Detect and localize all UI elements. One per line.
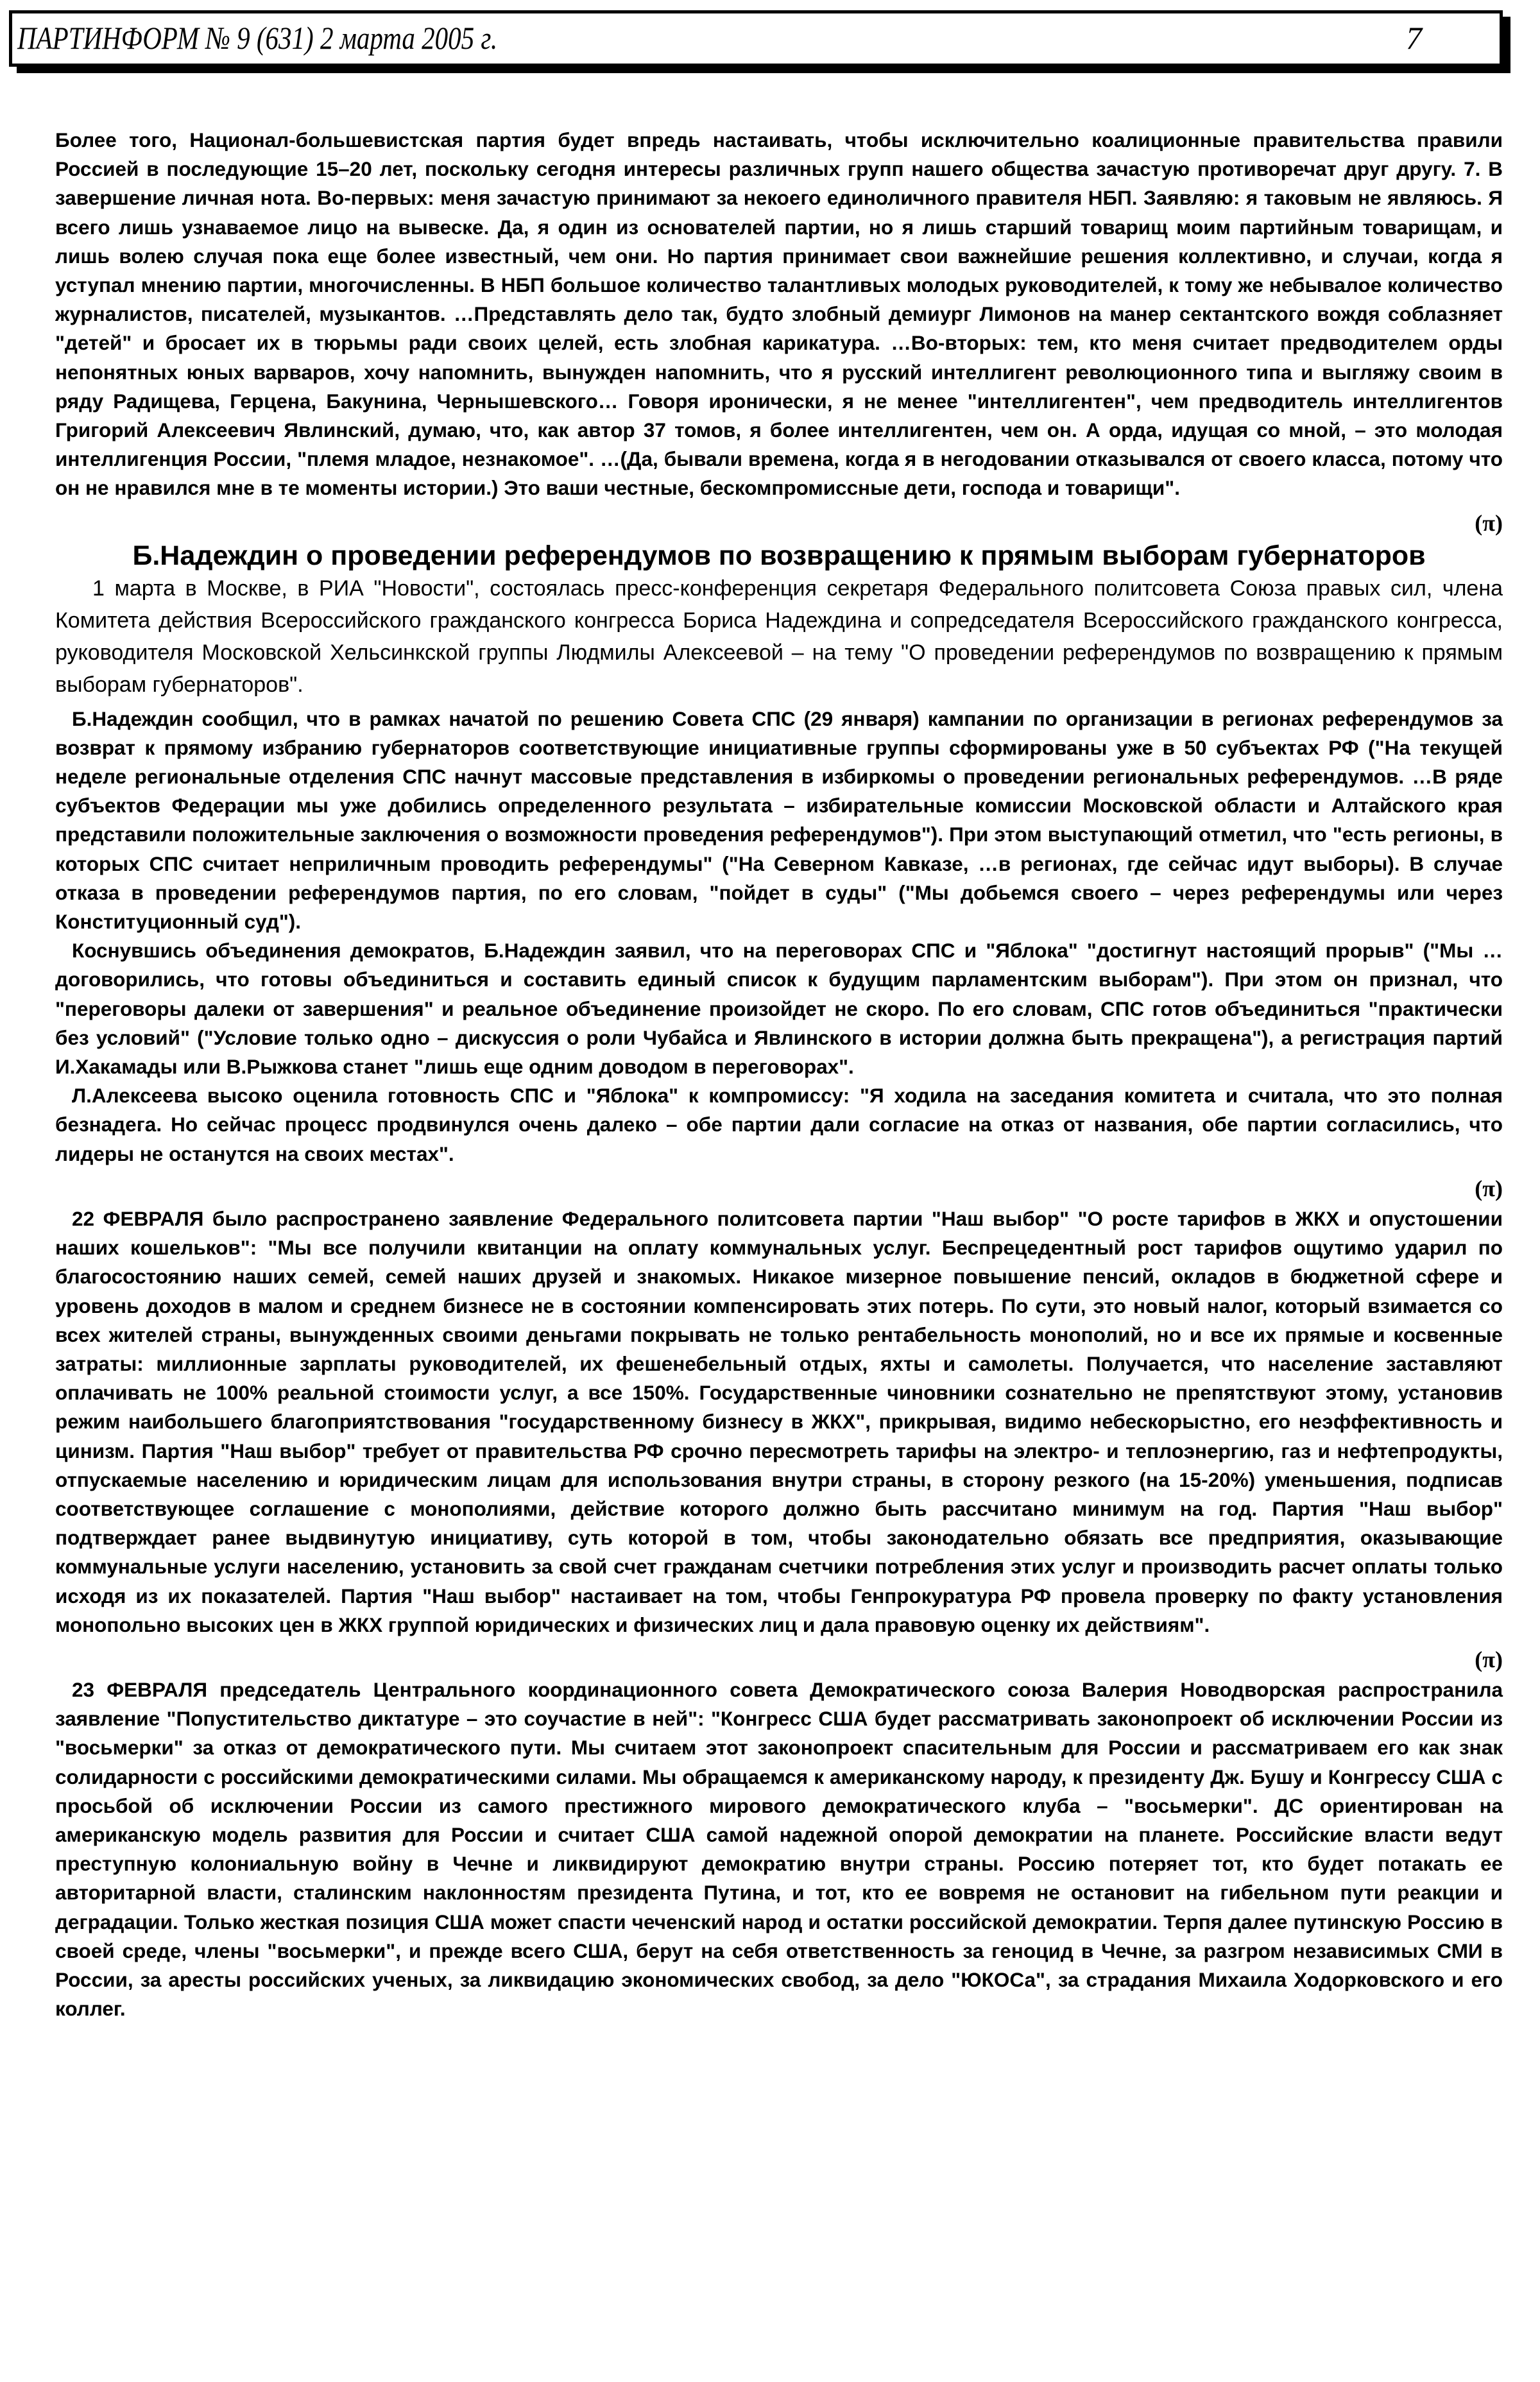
ds-paragraph: 23 ФЕВРАЛЯ председатель Центрального координационного совета Демократического союза Валерия Новодворская распространила заявление "Попустительство диктатуре – это соучастие в ней": "Конгресс США будет рассматривать законопроект об исключении России из "восьмерки" за отказ от демократического пути. Мы считаем этот законопроект спасительным для России и рассматриваем его как знак солидарности с российскими демократическими силами. Мы обращаемся к американскому народу, к президенту Дж. Бушу и Конгрессу США с просьбой об исключении России из самого престижного мирового демократического клуба – "восьмерки". ДС ориентирован на американскую модель развития для России и считает США самой надежной опорой демократии на планете. Российские власти ведут преступную колониальную войну в Чечне и ликвидируют демократию внутри страны. Россию потеряет тот, кто будет потакать ее авторитарной власти, сталинским наклонностям президента Путина, и тот, кто ее вовремя не остановит на гибельном пути реакции и деградации. Только жесткая позиция США может спасти чеченский народ и остатки российской демократии. Терпя далее путинскую Россию в своей среде, члены "восьмерки", и прежде всего США, берут на себя ответственность за геноцид в Чечне, за разгром независимых СМИ в России, за аресты российских ученых, за ликвидацию экономических свобод, за дело "ЮКОСа", за страдания Михаила Ходорковского и его коллег. [55, 1677, 1503, 2021]
signature: (π) [1475, 1646, 1503, 1672]
page-header [9, 10, 1503, 67]
signature: (π) [1475, 510, 1503, 536]
nbp-paragraph: Более того, Национал-большевистская партия будет впредь настаивать, чтобы исключительно коалиционные правительства правили Россией в последующие 15–20 лет, поскольку сегодня интересы различных групп нашего общества зачастую противоречат друг другу. 7. В завершение личная нота. Во-первых: меня зачастую принимают за некоего единоличного правителя НБП. Заявляю: я таковым не являюсь. Я всего лишь узнаваемое лицо на вывеске. Да, я один из основателей партии, но я лишь старший товарищ моим партийным товарищам, и лишь волею случая пока еще более известный, чем они. Но партия принимает свои важнейшие решения коллективно, и случаи, когда я уступал мнению партии, многочисленны. В НБП большое количество талантливых молодых руководителей, к тому же небывалое количество журналистов, писателей, музыкантов. …Представлять дело так, будто злобный демиург Лимонов на манер сектантского вождя соблазняет "детей" и бросает их в тюрьмы ради своих целей, есть злобная карикатура. …Во-вторых: тем, кто меня считает предводителем орды непонятных юных варваров, хочу напомнить, вынужден напомнить, что я русский интеллигент революционного типа и выгляжу своим в ряду Радищева, Герцена, Бакунина, Чернышевского… Говоря иронически, я не менее "интеллигентен", чем предводитель интеллигентов Григорий Алексеевич Явлинский, думаю, что, как автор 37 томов, я более интеллигентен, чем он. А орда, идущая со мной, – это молодая интеллигенция России, "племя младое, незнакомое". …(Да, бывали времена, когда я в негодовании отказывался от своего класса, потому что он не нравился мне в те моменты истории.) Это ваши честные, бескомпромиссные дети, господа и товарищи". [55, 128, 1503, 500]
nash-vybor-paragraph: 22 ФЕВРАЛЯ было распространено заявление Федерального политсовета партии "Наш выбор" "О росте тарифов в ЖКХ и опустошении наших кошельков": "Мы все получили квитанции на оплату коммунальных услуг. Беспрецедентный рост тарифов ощутимо ударил по благосостоянию наших семей, семей наших друзей и знакомых. Никакое мизерное повышение пенсий, окладов в бюджетной сфере и уровень доходов в малом и среднем бизнесе не в состоянии компенсировать этих потерь. По сути, это новый налог, который взимается со всех жителей страны, вынужденных своими деньгами покрывать не только рентабельность монополий, но и все их прямые и косвенные затраты: миллионные зарплаты руководителей, их фешенебельный отдых, яхты и самолеты. Получается, что население заставляют оплачивать не 100% реальной стоимости услуг, а все 150%. Государственные чиновники сознательно не препятствуют этому, установив режим наибольшего благоприятствования "государственному бизнесу в ЖКХ", прикрывая, видимо небескорыстно, его неэффективность и цинизм. Партия "Наш выбор" требует от правительства РФ срочно пересмотреть тарифы на электро- и теплоэнергию, газ и нефтепродукты, отпускаемые населению и юридическим лицам для использования внутри страны, в сторону резкого (на 15-20%) уменьшения, подписав соответствующее соглашение с монополиями, действие которого должно быть рассчитано минимум на год. Партия "Наш выбор" подтверждает ранее выдвинутую инициативу, суть которой в том, чтобы законодательно обязать все предприятия, оказывающие коммунальные услуги населению, установить за свой счет гражданам счетчики потребления этих услуг и производить расчет оплаты только исходя из их показателей. Партия "Наш выбор" настаивает на том, чтобы Генпрокуратура РФ провела проверку по факту установления монопольно высоких цен в ЖКХ группой юридических и физических лиц и дала правовую оценку их действиям". [55, 1206, 1503, 1636]
article-title: Б.Надеждин о проведении референдумов по возвращению к прямым выборам губернаторов [132, 540, 1426, 571]
article-paragraph: Коснувшись объединения демократов, Б.Надеждин заявил, что на переговорах СПС и "Яблока" "достигнут настоящий прорыв" ("Мы …договорились, что готовы объединиться и составить единый список к будущим парламентским выборам"). При этом он признал, что "переговоры далеки от завершения" и реальное объединение произойдет не скоро. По его словам, СПС готов объединиться "практически без условий" ("Условие только одно – дискуссия о роли Чубайса и Явлинского в истории должна быть прекращена"), а регистрация партий И.Хакамады или В.Рыжкова станет "лишь еще одним доводом в переговорах". [55, 939, 1503, 1079]
page-number: 7 [1406, 20, 1422, 56]
publication-title: ПАРТИНФОРМ № 9 (631) 2 марта 2005 г. [17, 20, 498, 56]
article-paragraph: Б.Надеждин сообщил, что в рамках начатой по решению Совета СПС (29 января) кампании по организации в регионах референдумов за возврат к прямому избранию губернаторов соответствующие инициативные группы сформированы уже в 50 субъектах РФ ("На текущей неделе региональные отделения СПС начнут массовые представления в избиркомы о проведении региональных референдумов. …В ряде субъектов Федерации мы уже добились определенного результата – избирательные комиссии Московской области и Алтайского края представили положительные заключения о возможности проведения референдумов"). При этом выступающий отметил, что "есть регионы, в которых СПС считает неприличным проводить референдумы" ("На Северном Кавказе, …в регионах, где сейчас идут выборы). В случае отказа в проведении референдумов партия, по его словам, "пойдет в суды" ("Мы добьемся своего – через референдумы или через Конституционный суд"). [55, 707, 1503, 934]
article-paragraph: Л.Алексеева высоко оценила готовность СПС и "Яблока" к компромиссу: "Я ходила на заседания комитета и считала, что это полная безнадега. Но сейчас процесс продвинулся очень далеко – обе партии дали согласие на отказ от названия, обе партии согласились, что лидеры не останутся на своих местах". [55, 1084, 1503, 1165]
article-body [55, 126, 1503, 2023]
article-intro: 1 марта в Москве, в РИА "Новости", состоялась пресс-конференция секретаря Федерального политсовета Союза правых сил, члена Комитета действия Всероссийского гражданского конгресса Бориса Надеждина и сопредседателя Всероссийского гражданского конгресса, руководителя Московской Хельсинкской группы Людмилы Алексеевой – на тему "О проведении референдумов по возвращению к прямым выборам губернаторов". [55, 576, 1503, 697]
signature: (π) [1475, 1175, 1503, 1201]
